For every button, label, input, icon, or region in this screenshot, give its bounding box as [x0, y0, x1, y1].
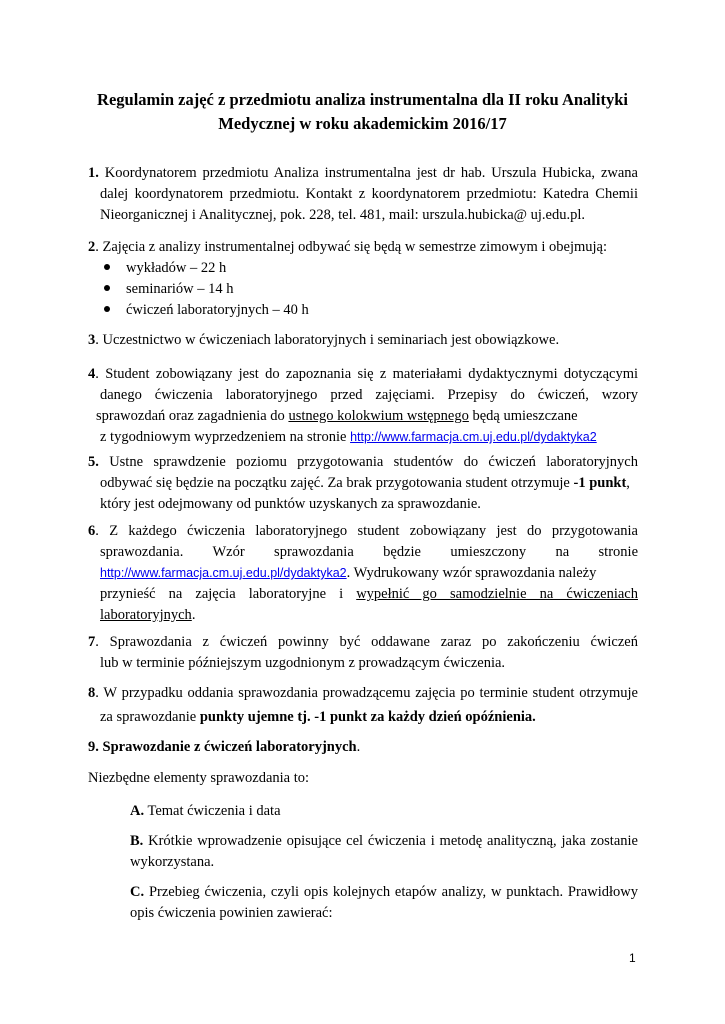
paragraph-5: 5. Ustne sprawdzenie poziomu przygotowania studentów do ćwiczeń laboratoryjnych odbywać się będzie na początku zajęć. Za brak przygotowania student otrzymuje -1 punkt, który jest odejmowany od punktów uzyskanych za sprawozdanie.: [88, 454, 638, 512]
report-elements-intro: Niezbędne elementy sprawozdania to:: [88, 770, 310, 786]
paragraph-4-line-2: danego ćwiczenia laboratoryjnego przed zajęciami. Przepisy do ćwiczeń, wzory: [100, 387, 638, 403]
paragraph-1-number: 1.: [88, 165, 99, 181]
dydaktyka-link[interactable]: http://www.farmacja.cm.uj.edu.pl/dydaktyka2: [100, 566, 347, 580]
oral-quiz-underline: ustnego kolokwium wstępnego: [288, 408, 469, 424]
dydaktyka-link[interactable]: http://www.farmacja.cm.uj.edu.pl/dydaktyka2: [350, 430, 597, 444]
section-9-heading: 9. Sprawozdanie z ćwiczeń laboratoryjnych: [88, 739, 357, 755]
list-item: wykładów – 22 h: [104, 258, 309, 279]
title-line-1: Regulamin zajęć z przedmiotu analiza instrumentalna dla II roku Analityki: [97, 90, 628, 109]
paragraph-4: 4. Student zobowiązany jest do zapoznania się z materiałami dydaktycznymi dotyczącymi danego ćwiczenia laboratoryjnego przed zajęciami. Przepisy do ćwiczeń, wzory sprawozdań oraz zagadnienia do ustnego kolokwium wstępnego będą umieszczane z tygodniowym wyprzedzeniem na stronie http://www.farmacja.cm.uj.edu.pl/dydaktyka2: [88, 366, 638, 445]
paragraph-7-number: 7: [88, 634, 96, 650]
penalty-points: punkty ujemne tj. -1 punkt za każdy dzień opóźnienia.: [199, 709, 536, 725]
paragraph-1-line-2: dalej koordynatorem przedmiotu. Kontakt z koordynatorem przedmiotu: Katedra Chemii: [100, 186, 638, 202]
paragraph-4-line-1: . Student zobowiązany jest do zapoznania się z materiałami dydaktycznymi dotyczącymi: [95, 366, 638, 382]
page-number: 1: [629, 951, 636, 965]
hours-list: [104, 258, 309, 321]
element-b: B. Krótkie wprowadzenie opisujące cel ćwiczenia i metodę analityczną, jaka zostanie wykorzystana.: [130, 833, 638, 870]
paragraph-6: 6. Z każdego ćwiczenia laboratoryjnego student zobowiązany jest do przygotowania sprawozdania. Wzór sprawozdania będzie umieszczony na stronie http://www.farmacja.cm.uj.edu.pl/dydaktyka2. Wydrukowany wzór sprawozdania należy przynieść na zajęcia laboratoryjne i wypełnić go samodzielnie na ćwiczeniach laboratoryjnych.: [88, 523, 638, 623]
paragraph-6-number: 6: [88, 523, 96, 539]
bullet-icon: [104, 264, 110, 270]
paragraph-2: [88, 237, 638, 258]
paragraph-9: 9. Sprawozdanie z ćwiczeń laboratoryjnych.: [88, 739, 361, 755]
paragraph-2-number: 2: [88, 239, 96, 255]
document-title: [60, 88, 665, 136]
element-c: C. Przebieg ćwiczenia, czyli opis kolejnych etapów analizy, w punktach. Prawidłowy opis ćwiczenia powinien zawierać:: [130, 884, 638, 921]
paragraph-1-line-3: Nieorganicznej i Analitycznej, pok. 228, tel. 481, mail: urszula.hubicka@ uj.edu.pl.: [100, 207, 586, 223]
paragraph-8-number: 8: [88, 685, 96, 701]
bullet-icon: [104, 306, 110, 312]
minus-one-point: -1 punkt: [573, 475, 627, 491]
title-line-2: Medycznej w roku akademickim 2016/17: [218, 114, 507, 133]
paragraph-5-number: 5.: [88, 454, 99, 470]
paragraph-3-text: . Uczestnictwo w ćwiczeniach laboratoryjnych i seminariach jest obowiązkowe.: [95, 332, 560, 348]
element-a: A. Temat ćwiczenia i data: [130, 803, 281, 819]
list-item: ćwiczeń laboratoryjnych – 40 h: [104, 300, 309, 321]
paragraph-1-line-1: Koordynatorem przedmiotu Analiza instrumentalna jest dr hab. Urszula Hubicka, zwana: [104, 165, 638, 181]
paragraph-7: 7. Sprawozdania z ćwiczeń powinny być oddawane zaraz po zakończeniu ćwiczeń lub w terminie późniejszym uzgodnionym z prowadzącym ćwiczenia.: [88, 634, 638, 671]
self-fill-underline: wypełnić go samodzielnie na ćwiczeniach: [356, 586, 638, 602]
paragraph-8: 8. W przypadku oddania sprawozdania prowadzącemu zajęcia po terminie student otrzymuje za sprawozdanie punkty ujemne tj. -1 punkt za każdy dzień opóźnienia.: [88, 685, 638, 725]
paragraph-3: [88, 330, 638, 351]
paragraph-2-text: . Zajęcia z analizy instrumentalnej odbywać się będą w semestrze zimowym i obejmują:: [95, 239, 607, 255]
paragraph-3-number: 3: [88, 332, 96, 348]
paragraph-1: [88, 163, 638, 226]
paragraph-4-number: 4: [88, 366, 96, 382]
list-item: seminariów – 14 h: [104, 279, 309, 300]
bullet-icon: [104, 285, 110, 291]
